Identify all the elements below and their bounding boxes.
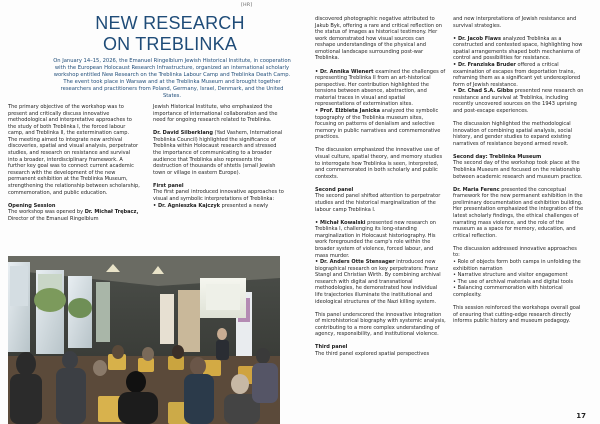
third-panel-heading: Third panel [315, 344, 348, 351]
janicka-bullet [315, 108, 446, 141]
discussion-intro: The discussion addressed innovative approaches to: [453, 245, 577, 259]
opening-text: The workshop was opened by [8, 209, 85, 216]
col4-discussion-1: The discussion highlighted the methodological innovation of combining spatial analysis, social history, and gender studies to expand existing narratives of resistance beyond armed revolt. [453, 121, 573, 147]
stensager-text: introduced new biographical research on key perpetrators: Franz Stangl and Christian Wirth. By combining archival research with digital and transnational methodologies, he demonstrated how individual life trajectories illuminate the institutional and ideological structures of the Nazi killing system. [315, 259, 441, 305]
title-line-1: NEW RESEARCH [95, 13, 245, 33]
flaws-text: analyzed Treblinka as a constructed and contested space, highlighting how spatial arrangements shaped both mechanisms of control and possibilities for resistance. [453, 35, 583, 62]
list-item: • The use of archival materials and digital tools [453, 278, 573, 285]
kowalski-text: presented new research on Treblinka I, challenging its long-standing marginalization in Holocaust historiography. His work foregrounded the camp's role within the broader system of violence, forced labour, and mass murder. [315, 219, 437, 259]
title-line-2: ON TREBLINKA [102, 34, 238, 54]
col3-discussion-1: The discussion emphasized the innovative use of visual culture, spatial theory, and memory studies to interrogate how Treblinka is seen, interpreted, and commemorated in both scholarly and public contexts. [315, 147, 443, 180]
silberklang-text: (Yad Vashem, International Treblinka Council) highlighted the significance of Treblinka within Holocaust research and stressed the importance of communicating to a broader audience that Treblinka also represents the destruction of thousands of shtetls (small Jewish town or village in eastern Europe). [153, 130, 283, 176]
col3-discussion-2: This panel underscored the innovative integration of microhistorical biography with systemic analysis, contributing to a more complex understanding of agency, responsibility, and institutional violence. [315, 311, 446, 338]
opening-session-heading: Opening Session [8, 202, 56, 209]
bruder-text: offered a critical examination of escapes from deportation trains, reframing them as a significant yet underexplored form of Jewish resistance. [453, 61, 581, 88]
first-panel-heading: First panel [153, 182, 184, 189]
gibbs-text: presented new research on resistance and survival at Treblinka, including recently uncovered sources on the 1943 uprising and post-escape experiences. [453, 88, 584, 115]
language-tag: [HR] [241, 3, 253, 8]
page-number: 17 [576, 412, 586, 420]
silberklang-name: Dr. David Silberklang [153, 130, 213, 137]
col3-paragraph-1: discovered photographic negative attributed to Jakub Byk, offering a rare and critical reflection on the status of images as historical testimony. Her work demonstrated how visual sources can reshape understandings of the physical and emotional landscape surrounding post-war Treblinka. [315, 16, 442, 62]
opening-session-text [8, 209, 140, 222]
first-panel-text: The first panel introduced innovative approaches to visual and symbolic interpretations of Treblinka: [153, 189, 284, 202]
second-day-heading: Second day: Treblinka Museum [453, 153, 542, 160]
wienert-bullet [315, 69, 446, 108]
column-2 [153, 104, 285, 209]
opening-speaker: Dr. Michał Trębacz, [84, 209, 139, 216]
col4-closing: This session reinforced the workshops overall goal of ensuring that cutting-edge research directly informs public history and museum pedagogy. [453, 304, 581, 325]
approaches-list [453, 259, 585, 298]
second-day-text: The second day of the workshop took place at the Treblinka Museum and focused on the relationship between academic research and museum practice. [453, 160, 583, 180]
col4-paragraph-1: and new interpretations of Jewish resistance and survival strategies. [453, 16, 577, 29]
wienert-text: examined the challenges of representing Treblinka II from an art-historical perspective. Her contribution highlighted the tensions between absence, abstraction, and material traces in visual and spatial representations of extermination sites. [315, 68, 446, 108]
kajczyk-text: presented a newly [219, 202, 269, 209]
kowalski-name: • Michał Kowalski [315, 219, 366, 226]
list-item: • Balancing commemoration with historical complexity. [453, 285, 563, 298]
kajczyk-name: • Dr. Agnieszka Kajczyk [153, 202, 220, 209]
col2-paragraph-1: Jewish Historical Institute, who emphasized the importance of international collaboration and the need for ongoing research related to Treblinka. [153, 104, 278, 124]
ferenc-name: Dr. Maria Ferenc [453, 186, 500, 193]
column-3 [315, 16, 446, 358]
ferenc-text: presented the conceptual framework for the new permanent exhibition in the preliminary documentation and exhibition building. Her presentation emphasized the integration of the latest scholarly findings, the ethical challenges of narrating mass violence, and the role of the museum as a space for memory, education, and critical reflection. [453, 186, 584, 239]
janicka-text: analyzed the symbolic topography of the Treblinka museum sites, focusing on patterns of denialism and selective memory in public narratives and commemorative practices. [315, 108, 441, 141]
list-item: • Narrative structure and visitor engagement [453, 272, 568, 279]
stensager-name: • Dr. Anders Otte Stensager [315, 259, 395, 266]
ferenc-paragraph [453, 187, 585, 240]
column-4 [453, 16, 585, 331]
photo-illustration [8, 256, 280, 424]
opening-rest: Director of the Emanuel Ringelblum [8, 215, 99, 222]
column-1 [8, 104, 140, 229]
flaws-bullet [453, 36, 585, 62]
stensager-bullet [315, 259, 446, 305]
first-panel-bullet [153, 203, 285, 210]
third-panel-text: The third panel explored spatial perspectives [315, 351, 430, 358]
intro-paragraph: The primary objective of the workshop was to present and critically discuss innovative methodological and interpretative approaches to the study of both Treblinka I, the forced labour camp, and Treblinka II, the extermination camp. The meeting aimed to integrate new archival discoveries, spatial and visual analysis, perpetrator studies, and research on resistance and survival into a broader, interdisciplinary framework. A further key goal was to connect current academic research with the development of the new permanent exhibition at the Treblinka Museum, strengthening the relationship between scholarship, commemoration, and public education. [8, 104, 140, 196]
second-panel-heading: Second panel [315, 186, 354, 193]
second-panel-text: The second panel shifted attention to perpetrator studies and the historical marginalization of the labour camp Treblinka I. [315, 193, 441, 213]
flaws-name: • Dr. Jacob Flaws [453, 35, 501, 42]
gibbs-name: • Dr. Chad S.A. Gibbs [453, 88, 514, 95]
article-lead: On January 14–15, 2026, the Emanuel Ringelblum Jewish Historical Institute, in cooperation with the European Holocaust Research Infrastructure, organized an international scholarly workshop entitled New Research on the Treblinka Labour Camp and Treblinka Death Camp. The event took place in Warsaw and at the Treblinka Museum and brought together researchers and practitioners from Poland, Germany, Israel, Denmark, and the United States. [53, 58, 291, 100]
col2-paragraph-2 [153, 130, 285, 176]
article-title [52, 13, 288, 55]
list-item: • Role of objects form both camps in unfolding the exhibition narration [453, 259, 581, 272]
bruder-bullet [453, 62, 585, 88]
wienert-name: • Dr. Annika Wienert [315, 68, 374, 75]
gibbs-bullet [453, 88, 585, 114]
bruder-name: • Dr. Franziska Bruder [453, 61, 516, 68]
janicka-name: • Prof. Elżbieta Janicka [315, 108, 381, 115]
kowalski-bullet [315, 220, 446, 259]
workshop-audience-photo [8, 256, 280, 424]
